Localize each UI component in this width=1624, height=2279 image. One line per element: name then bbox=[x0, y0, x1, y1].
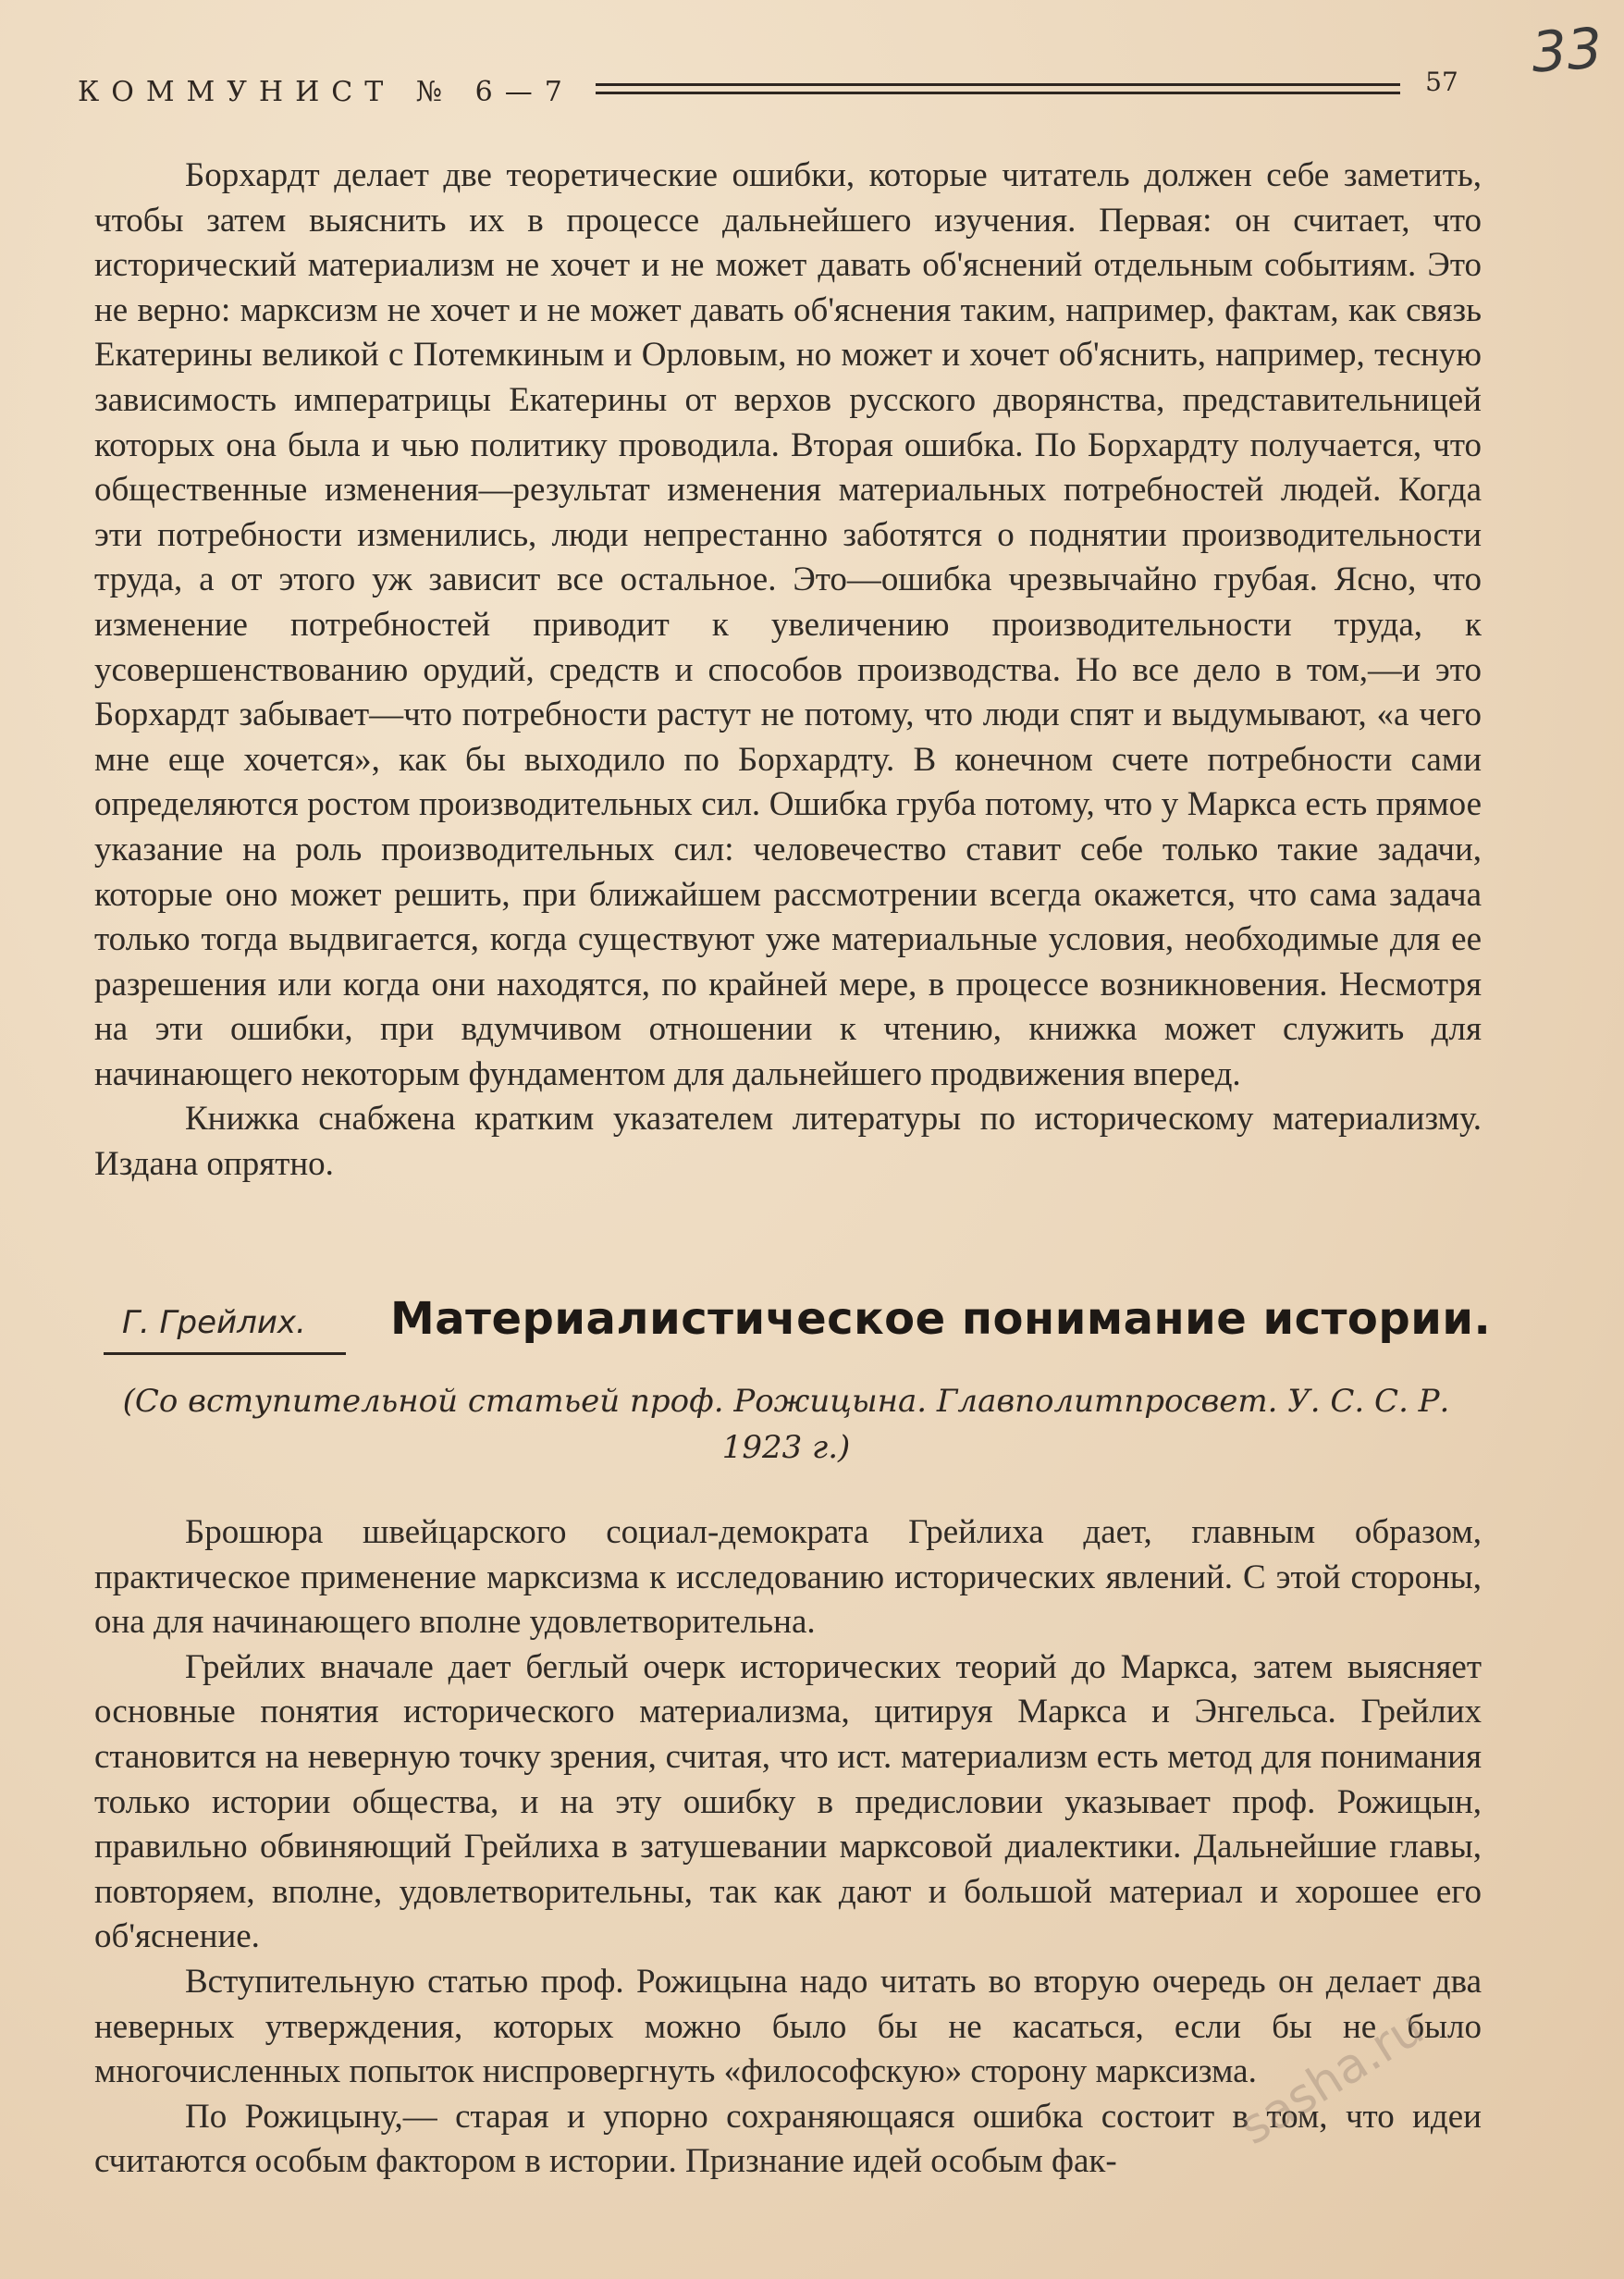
review-heading bbox=[104, 1293, 1491, 1367]
paragraph: Грейлих вначале дает беглый очерк исторических теорий до Маркса, затем выясняет основные понятия исторического материализма, цитируя Маркса и Энгельса. Грейлих становится на неверную точку зрения, считая, что ист. материализм есть метод для понимания только истории общества, и на эту ошибку в предисловии указывает проф. Рожицын, правильно обвиняющий Грейлиха в затушевании марксовой диалектики. Дальнейшие главы, повторяем, вполне, удовлетворительны, так как дают и большой материал и хорошее его об'яснение. bbox=[94, 1647, 1482, 1956]
paragraph: Вступительную статью проф. Рожицына надо читать во вторую очередь он делает два неверных утверждения, которых можно было бы не касаться, если бы не было многочисленных попыток ниспровергнуть «философскую» сторону марксизма. bbox=[94, 1962, 1482, 2091]
handwritten-number: 33 bbox=[1529, 16, 1605, 86]
review-borchardt-text bbox=[94, 154, 1482, 1188]
paragraph: Брошюра швейцарского социал-демократа Грейлиха дает, главным образом, практическое применение марксизма к исследованию исторических явлений. С этой стороны, она для начинающего вполне удовлетворительна. bbox=[94, 1513, 1482, 1642]
paragraph: Борхардт делает две теоретические ошибки, которые читатель должен себе заметить, чтобы затем выяснить их в процессе дальнейшего изучения. Первая: он считает, что исторический материализм не хочет и не может давать об'яснений отдельным событиям. Это не верно: марксизм не хочет и не может давать об'яснения таким, например, фактам, как связь Екатерины великой с Потемкиным и Орловым, но может и хочет об'яснить, например, тесную зависимость императрицы Екатерины от верхов русского дворянства, представительницей которых она была и чью политику проводила. Вторая ошибка. По Борхардту получается, что общественные изменения—результат изменения материальных потребностей людей. Когда эти потребности изменились, люди непрестанно заботятся о поднятии производительности труда, а от этого уж зависит все остальное. Это—ошибка чрезвычайно грубая. Ясно, что изменение потребностей приводит к увеличению производительности труда, к усовершенствованию орудий, средств и способов производства. Но все дело в том,—и это Борхардт забывает—что потребности растут не потому, что люди спят и выдумывают, «а чего мне еще хочется», как бы выходило по Борхардту. В конечном счете потребности сами определяются ростом производительных сил. Ошибка груба потому, что у Маркса есть прямое указание на роль производительных сил: человечество ставит себе только такие задачи, которые оно может решить, при ближайшем рассмотрении всегда окажется, что сама задача только тогда выдвигается, когда существуют уже материальные условия, необходимые для ее разрешения или когда они находятся, по крайней мере, в процессе возникновения. Несмотря на эти ошибки, при вдумчивом отношении к чтению, книжка может служить для начинающего некоторым фундаментом для дальнейшего продвижения вперед. bbox=[94, 156, 1482, 1093]
page-number: 57 bbox=[1425, 67, 1458, 97]
author-underline bbox=[104, 1352, 346, 1355]
header-rule bbox=[596, 83, 1400, 107]
review-title: Материалистическое понимание истории. bbox=[390, 1293, 1492, 1345]
paragraph: По Рожицыну,— старая и упорно сохраняющаяся ошибка состоит в том, что идеи считаются особым фактором в истории. Признание идей особым фак- bbox=[94, 2097, 1482, 2181]
journal-title: КОММУНИСТ № 6—7 bbox=[78, 76, 574, 108]
running-header bbox=[78, 67, 1465, 113]
site-watermark: sasha.ru bbox=[1230, 2000, 1433, 2156]
paragraph: Книжка снабжена кратким указателем литературы по историческому материализму. Издана опрятно. bbox=[94, 1100, 1482, 1184]
review-subtitle: (Со вступительной статьей проф. Рожицына. Главполитпросвет. У. С. С. Р. 1923 г.) bbox=[122, 1383, 1450, 1466]
review-author: Г. Грейлих. bbox=[122, 1304, 306, 1341]
